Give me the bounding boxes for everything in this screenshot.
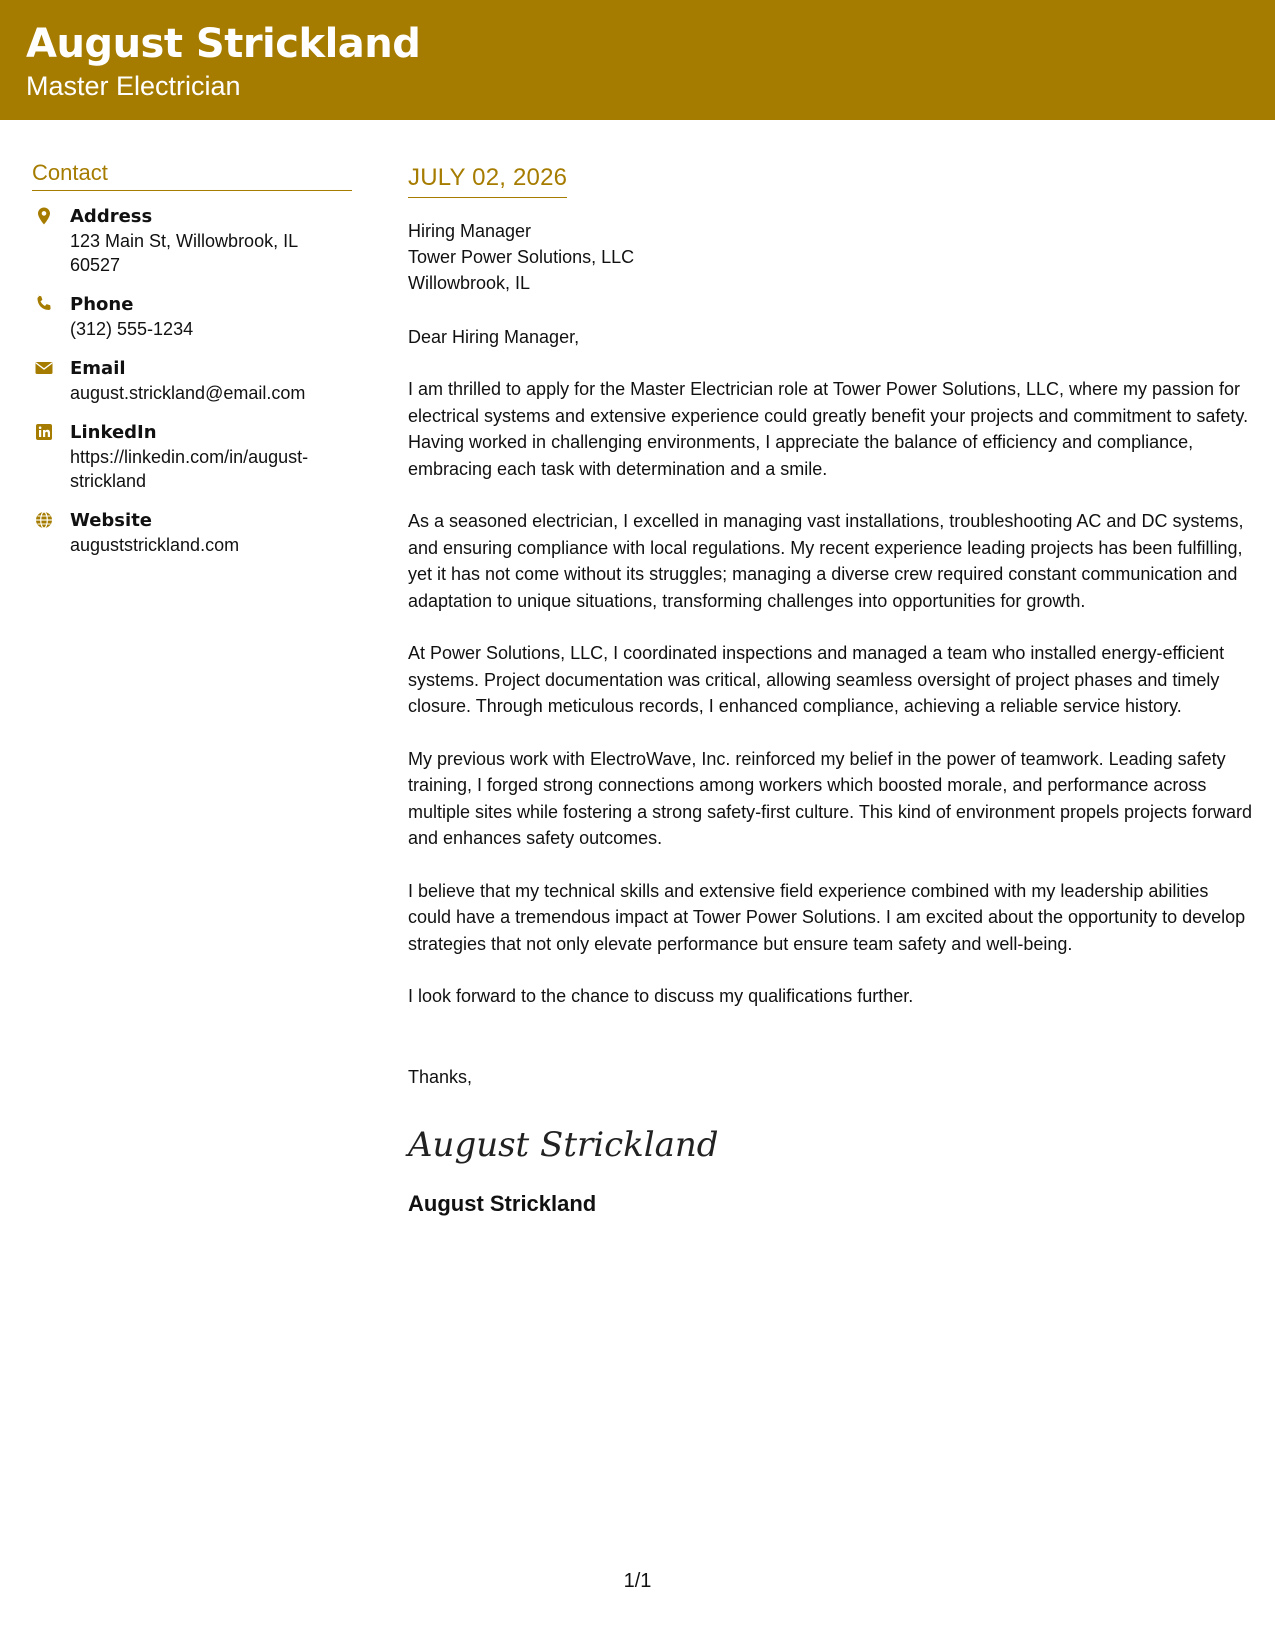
globe-icon — [34, 510, 54, 530]
phone-icon — [34, 294, 54, 314]
letter-body — [408, 164, 1253, 1218]
contact-value: (312) 555-1234 — [70, 319, 194, 340]
contact-label: LinkedIn — [70, 422, 157, 444]
letter-paragraph: At Power Solutions, LLC, I coordinated inspections and managed a team who installed energy-efficient systems. Project documentation was critical, allowing seamless oversight of project phases and timely closure. Through meticulous records, I enhanced compliance, achieving a reliable service history. — [408, 643, 1225, 717]
contact-label: Phone — [70, 294, 134, 316]
contact-value: august.strickland@email.com — [70, 383, 306, 404]
contact-item-address — [32, 205, 352, 277]
contact-item-linkedin — [32, 421, 352, 493]
recipient-line: Hiring Manager — [408, 220, 532, 241]
contact-label: Website — [70, 510, 153, 532]
applicant-role: Master Electrician — [26, 71, 241, 101]
contact-value: auguststrickland.com — [70, 535, 240, 556]
letter-paragraph: My previous work with ElectroWave, Inc. reinforced my belief in the power of teamwork. Leading safety training, I forged strong connections among workers which boosted morale, and performance across multiple sites while fostering a strong safety-first culture. This kind of environment propels projects forward and enhances safety outcomes. — [408, 748, 1253, 849]
signer-name: August Strickland — [408, 1191, 597, 1217]
contact-section-title: Contact — [32, 160, 352, 191]
header-banner — [0, 0, 1275, 120]
letter-paragraph: I look forward to the chance to discuss my qualifications further. — [408, 986, 914, 1007]
letter-closing: Thanks, — [408, 1066, 473, 1087]
signature-image — [408, 1116, 719, 1176]
contact-item-phone — [32, 293, 352, 341]
location-pin-icon — [34, 206, 54, 226]
contact-list — [32, 205, 352, 557]
contact-item-email — [32, 357, 352, 405]
contact-label: Address — [70, 206, 153, 228]
recipient-line: Tower Power Solutions, LLC — [408, 246, 635, 267]
contact-item-website — [32, 509, 352, 557]
recipient-block — [408, 218, 1253, 296]
contact-value: https://linkedin.com/in/august-strickland — [70, 447, 309, 492]
letter-date: JULY 02, 2026 — [408, 164, 567, 198]
letter-paragraph: I believe that my technical skills and extensive field experience combined with my leadership abilities could have a tremendous impact at Tower Power Solutions. I am excited about the opportunity to develop strategies that not only elevate performance but ensure team safety and well-being. — [408, 880, 1246, 954]
letter-paragraph: I am thrilled to apply for the Master Electrician role at Tower Power Solutions, LLC, where my passion for electrical systems and extensive experience could greatly benefit your projects and commitment to safety. Having worked in challenging environments, I appreciate the balance of efficiency and compliance, embracing each task with determination and a smile. — [408, 379, 1249, 479]
linkedin-icon — [34, 422, 54, 442]
recipient-line: Willowbrook, IL — [408, 272, 531, 293]
contact-label: Email — [70, 358, 126, 380]
page-number: 1/1 — [623, 1570, 652, 1592]
letter-greeting: Dear Hiring Manager, — [408, 326, 580, 347]
letter-paragraph: As a seasoned electrician, I excelled in managing vast installations, troubleshooting AC and DC systems, and ensuring compliance with local regulations. My recent experience leading projects has been fulfilling, yet it has not come without its struggles; managing a diverse crew required constant communication and adaptation to unique situations, transforming challenges into opportunities for growth. — [408, 511, 1244, 611]
applicant-name: August Strickland — [26, 21, 421, 67]
signature-text: August Strickland — [408, 1125, 719, 1166]
envelope-icon — [34, 358, 54, 378]
contact-value: 123 Main St, Willowbrook, IL 60527 — [70, 231, 298, 276]
contact-sidebar — [32, 160, 352, 573]
